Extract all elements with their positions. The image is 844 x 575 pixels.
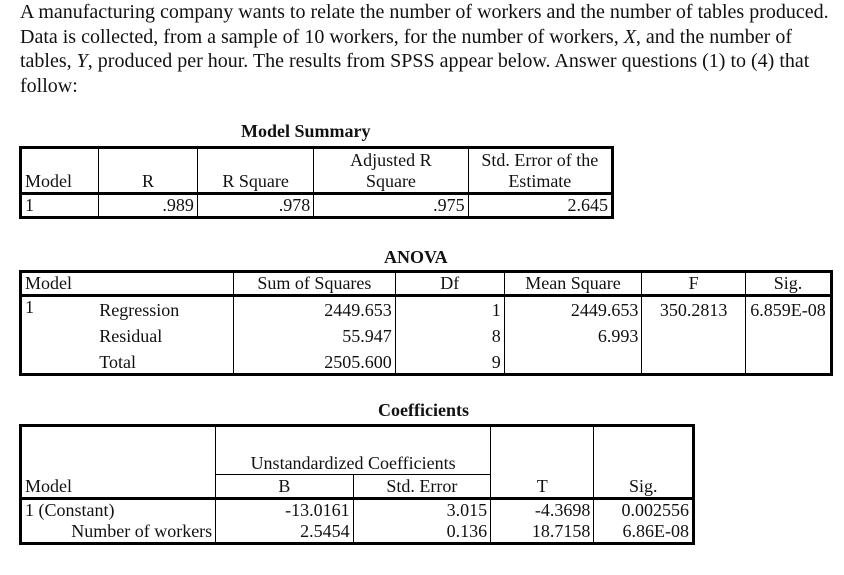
anova-row-label: Total bbox=[96, 347, 233, 375]
ms-cell-std-error: 2.645 bbox=[567, 195, 608, 215]
ms-header-model: Model bbox=[21, 148, 99, 194]
anova-model-num: 1 bbox=[25, 297, 34, 317]
anova-header-df: Df bbox=[395, 272, 504, 296]
anova-cell-ss: 55.947 bbox=[234, 321, 396, 347]
ms-cell-model: 1 bbox=[21, 194, 99, 218]
table-row bbox=[21, 499, 694, 522]
anova-cell-ss: 2449.653 bbox=[234, 296, 396, 321]
coef-cell-b: -13.0161 bbox=[216, 499, 353, 522]
anova-cell-ms: 6.993 bbox=[504, 321, 642, 347]
table-row bbox=[21, 321, 832, 347]
anova-cell-sig bbox=[745, 321, 831, 347]
ms-header-std-error: Std. Error of the Estimate bbox=[468, 148, 612, 194]
table-row bbox=[21, 347, 832, 375]
ms-cell-r-square: .978 bbox=[197, 194, 313, 218]
ms-header-r-square: R Square bbox=[197, 148, 313, 194]
intro-text-3: , produced per hour. The results from SPSS appear below. Answer questions (1) to (4) that follow: bbox=[20, 50, 810, 97]
coef-cell-sig: 0.002556 bbox=[621, 500, 689, 520]
ms-header-r: R bbox=[99, 148, 198, 194]
coef-header-b: B bbox=[216, 475, 353, 499]
anova-table bbox=[19, 270, 833, 376]
coefficients-caption: Coefficients bbox=[378, 400, 469, 420]
anova-cell-df: 8 bbox=[395, 321, 504, 347]
anova-caption: ANOVA bbox=[384, 247, 448, 267]
table-row bbox=[21, 296, 832, 321]
ms-cell-r: .989 bbox=[99, 194, 198, 218]
anova-header-model: Model bbox=[21, 272, 97, 296]
anova-cell-df: 1 bbox=[395, 296, 504, 321]
anova-cell-sig bbox=[745, 347, 831, 375]
coef-cell-std-error: 3.015 bbox=[353, 499, 490, 522]
anova-row-label: Regression bbox=[96, 296, 233, 321]
anova-header-ss: Sum of Squares bbox=[234, 272, 396, 296]
coef-row-label: 1 (Constant) bbox=[21, 499, 216, 522]
coefficients-table bbox=[19, 424, 695, 545]
anova-cell-sig: 6.859E-08 bbox=[750, 299, 826, 320]
table-row bbox=[21, 521, 694, 544]
model-summary-table bbox=[19, 146, 614, 219]
ms-cell-adjusted: .975 bbox=[314, 194, 468, 218]
anova-cell-df: 9 bbox=[395, 347, 504, 375]
coef-cell-sig: 6.86E-08 bbox=[622, 521, 689, 541]
anova-row-label: Residual bbox=[96, 321, 233, 347]
anova-header-f: F bbox=[642, 272, 746, 296]
anova-cell-f bbox=[642, 347, 746, 375]
intro-text-1: A manufacturing company wants to relate the number of workers and the number of tables produced. Data is collected, from a sample of 10 workers, for the number of workers, bbox=[20, 1, 829, 48]
coef-header-model: Model bbox=[21, 475, 216, 499]
anova-cell-ms: 2449.653 bbox=[504, 296, 642, 321]
anova-header-sig: Sig. bbox=[745, 272, 831, 296]
coef-header-unstandardized: Unstandardized Coefficients bbox=[216, 426, 491, 475]
x-variable: X bbox=[623, 25, 636, 48]
coef-cell-std-error: 0.136 bbox=[353, 521, 490, 544]
anova-cell-f bbox=[642, 321, 746, 347]
coef-row-label: Number of workers bbox=[21, 521, 216, 544]
anova-cell-ss: 2505.600 bbox=[234, 347, 396, 375]
anova-cell-f: 350.2813 bbox=[642, 296, 746, 321]
coef-header-std-error: Std. Error bbox=[353, 475, 490, 499]
coef-header-t: T bbox=[491, 475, 594, 499]
y-variable: Y bbox=[76, 50, 88, 72]
coef-cell-b: 2.5454 bbox=[216, 521, 353, 544]
coef-header-sig: Sig. bbox=[594, 475, 694, 499]
anova-cell-ms bbox=[504, 347, 642, 375]
intro-text-2: , and the number of tables, bbox=[20, 25, 792, 72]
problem-statement bbox=[20, 0, 830, 98]
anova-header-ms: Mean Square bbox=[504, 272, 642, 296]
model-summary-caption: Model Summary bbox=[241, 121, 371, 141]
ms-header-adjusted: Adjusted R Square bbox=[314, 148, 468, 194]
coef-cell-t: -4.3698 bbox=[491, 499, 594, 522]
coef-cell-t: 18.7158 bbox=[491, 521, 594, 544]
